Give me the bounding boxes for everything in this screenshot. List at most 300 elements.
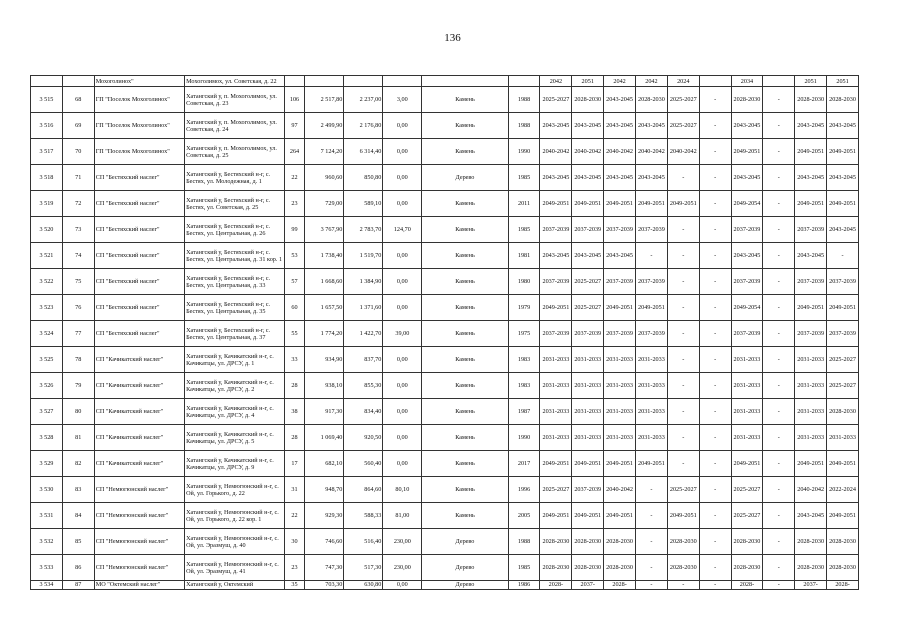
cell-y5: - [667, 321, 699, 347]
cell-y5: - [667, 347, 699, 373]
cell-org: СП "Бестяхский наслег" [94, 295, 184, 321]
cell-y9: 2037-2039 [795, 269, 827, 295]
cell-y5: - [667, 243, 699, 269]
cell-addr: Хатангский у, Немюгюнский н-г, с. Ой, ул. Эразмуш, д. 40 [185, 529, 285, 555]
cell-nonlive: 0,00 [383, 581, 422, 590]
cell-y4: - [636, 581, 668, 590]
cell-y4: - [636, 243, 668, 269]
cell-y4: 2028-2030 [636, 87, 668, 113]
cell-live: 516,40 [344, 529, 383, 555]
cell-y10: 2043-2045 [827, 113, 859, 139]
cell-y10: 2049-2051 [827, 503, 859, 529]
cell-y8: - [763, 139, 795, 165]
cell-y2: 2037- [572, 581, 604, 590]
cell-area: 35 [284, 581, 305, 590]
cell-year: 1988 [508, 529, 540, 555]
cell-n: 3 526 [31, 373, 63, 399]
cell-total: 703,30 [305, 581, 344, 590]
cell-y2: 2028-2030 [572, 555, 604, 581]
cell-nonlive: 0,00 [383, 113, 422, 139]
cell-y3: 2037-2039 [604, 217, 636, 243]
cell-total: 729,00 [305, 191, 344, 217]
cell-live: 2 237,00 [344, 87, 383, 113]
cell-total: 1 668,60 [305, 269, 344, 295]
cell-y1: 2031-2033 [540, 425, 572, 451]
cell-y5: - [667, 425, 699, 451]
cell-live: 630,80 [344, 581, 383, 590]
cell-y4: 2031-2033 [636, 347, 668, 373]
cell-idx: 71 [62, 165, 94, 191]
cell-addr: Хатангский у, п. Мохоголимох, ул. Советская, д. 25 [185, 139, 285, 165]
cell-y9: 2051 [795, 76, 827, 87]
cell-y1: 2037-2039 [540, 321, 572, 347]
cell-y6: - [699, 347, 731, 373]
cell-y9: 2028-2030 [795, 555, 827, 581]
cell-year: 1987 [508, 399, 540, 425]
cell-mat: Камень [422, 269, 508, 295]
cell-y7: 2025-2027 [731, 503, 763, 529]
cell-n: 3 515 [31, 87, 63, 113]
cell-addr: Хатангский у, Качикатский н-г, с. Качикатцы, ул. ДРСУ, д. 2 [185, 373, 285, 399]
cell-year: 1988 [508, 87, 540, 113]
cell-y1: 2043-2045 [540, 243, 572, 269]
cell-y6: - [699, 191, 731, 217]
cell-idx: 69 [62, 113, 94, 139]
cell-area: 97 [284, 113, 305, 139]
cell-addr: Хатангский у, Качикатский н-г, с. Качикатцы, ул. ДРСУ, д. 9 [185, 451, 285, 477]
cell-y1: 2037-2039 [540, 217, 572, 243]
cell-live: 850,80 [344, 165, 383, 191]
cell-live: 588,33 [344, 503, 383, 529]
cell-org: СП "Бестяхский наслег" [94, 165, 184, 191]
cell-y1: 2049-2051 [540, 451, 572, 477]
cell-nonlive: 80,10 [383, 477, 422, 503]
cell-y2: 2037-2039 [572, 477, 604, 503]
cell-y6: - [699, 243, 731, 269]
table-row [31, 425, 859, 451]
cell-mat: Камень [422, 321, 508, 347]
cell-idx: 81 [62, 425, 94, 451]
cell-y3: 2049-2051 [604, 451, 636, 477]
cell-y10: 2049-2051 [827, 191, 859, 217]
cell-addr: Хатангский у, Немюгюнский н-г, с. Ой, ул. Горького, д. 22 [185, 477, 285, 503]
cell-area: 28 [284, 373, 305, 399]
cell-mat: Камень [422, 113, 508, 139]
cell-org: СП "Качикатский наслег" [94, 347, 184, 373]
cell-y1: 2028- [540, 581, 572, 590]
cell-org: ГП "Поселок Мохоголинох" [94, 113, 184, 139]
cell-addr: Хатангский у, Бестяхский н-г, с. Бестях, ул. Центральная, д. 37 [185, 321, 285, 347]
cell-y10: 2025-2027 [827, 373, 859, 399]
cell-n: 3 529 [31, 451, 63, 477]
table-row [31, 347, 859, 373]
cell-y9: 2043-2045 [795, 243, 827, 269]
cell-y8: - [763, 373, 795, 399]
cell-area: 17 [284, 451, 305, 477]
cell-y10: 2028-2030 [827, 555, 859, 581]
cell-y2: 2031-2033 [572, 347, 604, 373]
cell-y5: - [667, 269, 699, 295]
cell-y6: - [699, 425, 731, 451]
cell-y1: 2025-2027 [540, 477, 572, 503]
cell-y2: 2025-2027 [572, 269, 604, 295]
cell-y3: 2042 [604, 76, 636, 87]
cell-y9: 2049-2051 [795, 451, 827, 477]
cell-y3: 2040-2042 [604, 139, 636, 165]
cell-mat: Дерево [422, 529, 508, 555]
cell-y6 [699, 76, 731, 87]
cell-y4: - [636, 477, 668, 503]
cell-y8: - [763, 191, 795, 217]
cell-total: 1 774,20 [305, 321, 344, 347]
cell-y4: 2031-2033 [636, 399, 668, 425]
cell-n: 3 519 [31, 191, 63, 217]
cell-y2: 2028-2030 [572, 529, 604, 555]
cell-y9: 2037-2039 [795, 217, 827, 243]
cell-y3: 2028- [604, 581, 636, 590]
cell-live: 834,40 [344, 399, 383, 425]
cell-y9: 2028-2030 [795, 529, 827, 555]
cell-y8: - [763, 529, 795, 555]
cell-y5: 2049-2051 [667, 503, 699, 529]
cell-nonlive [383, 76, 422, 87]
cell-y7: 2028- [731, 581, 763, 590]
table-row [31, 529, 859, 555]
cell-y3: 2049-2051 [604, 295, 636, 321]
cell-y9: 2028-2030 [795, 87, 827, 113]
cell-year: 1996 [508, 477, 540, 503]
cell-y1: 2031-2033 [540, 373, 572, 399]
cell-year: 1988 [508, 113, 540, 139]
cell-total: 746,60 [305, 529, 344, 555]
cell-addr: Хатангский у, Качикатский н-г, с. Качикатцы, ул. ДРСУ, д. 1 [185, 347, 285, 373]
table-row [31, 581, 859, 590]
cell-nonlive: 3,00 [383, 87, 422, 113]
cell-y3: 2049-2051 [604, 503, 636, 529]
cell-y7: 2043-2045 [731, 243, 763, 269]
table-row [31, 555, 859, 581]
cell-y4: 2042 [636, 76, 668, 87]
cell-y7: 2037-2039 [731, 217, 763, 243]
cell-y9: 2049-2051 [795, 295, 827, 321]
cell-y3: 2031-2033 [604, 373, 636, 399]
cell-live: 1 371,60 [344, 295, 383, 321]
cell-mat: Камень [422, 451, 508, 477]
table-row [31, 87, 859, 113]
cell-idx: 77 [62, 321, 94, 347]
cell-org: СП "Качикатский наслег" [94, 399, 184, 425]
cell-y6: - [699, 581, 731, 590]
cell-idx: 72 [62, 191, 94, 217]
cell-y2: 2051 [572, 76, 604, 87]
cell-year: 1983 [508, 347, 540, 373]
cell-y10: 2051 [827, 76, 859, 87]
cell-area: 23 [284, 191, 305, 217]
cell-org: ГП "Поселок Мохоголинох" [94, 87, 184, 113]
cell-y8: - [763, 399, 795, 425]
cell-y3: 2031-2033 [604, 347, 636, 373]
cell-idx: 68 [62, 87, 94, 113]
cell-y1: 2031-2033 [540, 347, 572, 373]
cell-total: 948,70 [305, 477, 344, 503]
cell-y8: - [763, 269, 795, 295]
cell-org: СП "Качикатский наслег" [94, 425, 184, 451]
cell-y4: 2037-2039 [636, 321, 668, 347]
cell-y6: - [699, 217, 731, 243]
table-row [31, 477, 859, 503]
cell-y4: - [636, 529, 668, 555]
cell-y3: 2028-2030 [604, 555, 636, 581]
cell-org: СП "Немюгюнский наслег" [94, 503, 184, 529]
cell-mat: Камень [422, 139, 508, 165]
table-row [31, 399, 859, 425]
cell-y10: 2043-2045 [827, 165, 859, 191]
cell-n: 3 527 [31, 399, 63, 425]
cell-y3: 2049-2051 [604, 191, 636, 217]
cell-live: 837,70 [344, 347, 383, 373]
cell-y9: 2037-2039 [795, 321, 827, 347]
cell-area: 22 [284, 503, 305, 529]
cell-y2: 2031-2033 [572, 399, 604, 425]
cell-y10: 2022-2024 [827, 477, 859, 503]
cell-y5: - [667, 165, 699, 191]
cell-org: Мохоголинох" [94, 76, 184, 87]
cell-y1: 2043-2045 [540, 113, 572, 139]
cell-mat: Камень [422, 295, 508, 321]
cell-n: 3 524 [31, 321, 63, 347]
cell-year: 2011 [508, 191, 540, 217]
cell-y7: 2031-2033 [731, 373, 763, 399]
cell-year: 2017 [508, 451, 540, 477]
cell-idx: 86 [62, 555, 94, 581]
cell-addr: Хатангский у, п. Мохоголимох, ул. Советская, д. 24 [185, 113, 285, 139]
cell-y2: 2043-2045 [572, 243, 604, 269]
cell-y8 [763, 76, 795, 87]
cell-y10: 2049-2051 [827, 139, 859, 165]
cell-y2: 2049-2051 [572, 191, 604, 217]
cell-mat: Дерево [422, 555, 508, 581]
cell-live: 1 422,70 [344, 321, 383, 347]
cell-addr: Хатангский у, Бестяхский н-г, с. Бестях, ул. Молодежная, д. 1 [185, 165, 285, 191]
cell-year: 1990 [508, 425, 540, 451]
cell-y7: 2034 [731, 76, 763, 87]
cell-y5: 2025-2027 [667, 87, 699, 113]
cell-y4: 2031-2033 [636, 425, 668, 451]
cell-y3: 2028-2030 [604, 529, 636, 555]
cell-total: 917,30 [305, 399, 344, 425]
cell-total: 682,10 [305, 451, 344, 477]
cell-nonlive: 124,70 [383, 217, 422, 243]
cell-y10: 2049-2051 [827, 451, 859, 477]
cell-n: 3 521 [31, 243, 63, 269]
cell-y9: 2031-2033 [795, 373, 827, 399]
cell-y7: 2049-2051 [731, 139, 763, 165]
cell-y4: 2049-2051 [636, 191, 668, 217]
cell-nonlive: 81,00 [383, 503, 422, 529]
cell-y8: - [763, 451, 795, 477]
cell-y8: - [763, 347, 795, 373]
cell-y3: 2043-2045 [604, 87, 636, 113]
cell-y3: 2031-2033 [604, 399, 636, 425]
cell-n: 3 530 [31, 477, 63, 503]
cell-nonlive: 0,00 [383, 139, 422, 165]
cell-area: 28 [284, 425, 305, 451]
cell-addr: Хатангский у, Октемский [185, 581, 285, 590]
cell-year: 2005 [508, 503, 540, 529]
cell-nonlive: 0,00 [383, 373, 422, 399]
cell-n: 3 533 [31, 555, 63, 581]
cell-y8: - [763, 87, 795, 113]
cell-nonlive: 0,00 [383, 269, 422, 295]
cell-area: 22 [284, 165, 305, 191]
cell-y10: 2049-2051 [827, 295, 859, 321]
cell-y9: 2049-2051 [795, 139, 827, 165]
cell-idx: 79 [62, 373, 94, 399]
cell-area: 33 [284, 347, 305, 373]
cell-y2: 2049-2051 [572, 451, 604, 477]
cell-y8: - [763, 477, 795, 503]
cell-y8: - [763, 217, 795, 243]
cell-y7: 2037-2039 [731, 321, 763, 347]
cell-nonlive: 0,00 [383, 243, 422, 269]
cell-y7: 2037-2039 [731, 269, 763, 295]
cell-idx [62, 76, 94, 87]
cell-y2: 2025-2027 [572, 295, 604, 321]
cell-y10: 2028-2030 [827, 87, 859, 113]
cell-y4: 2043-2045 [636, 113, 668, 139]
cell-nonlive: 0,00 [383, 295, 422, 321]
cell-n: 3 528 [31, 425, 63, 451]
cell-total: 934,90 [305, 347, 344, 373]
cell-y6: - [699, 503, 731, 529]
cell-y7: 2028-2030 [731, 87, 763, 113]
cell-total: 3 767,90 [305, 217, 344, 243]
cell-y1: 2042 [540, 76, 572, 87]
table-row [31, 269, 859, 295]
table-row [31, 373, 859, 399]
cell-y1: 2043-2045 [540, 165, 572, 191]
cell-total [305, 76, 344, 87]
cell-y8: - [763, 503, 795, 529]
cell-y9: 2043-2045 [795, 113, 827, 139]
cell-y2: 2031-2033 [572, 425, 604, 451]
cell-y3: 2043-2045 [604, 113, 636, 139]
cell-n: 3 516 [31, 113, 63, 139]
cell-org: СП "Немюгюнский наслег" [94, 529, 184, 555]
cell-total: 1 069,40 [305, 425, 344, 451]
cell-addr: Хатангский у, Немюгюнский н-г, с. Ой, ул. Эразмуш, д. 41 [185, 555, 285, 581]
cell-addr: Хатангский у, Качикатский н-г, с. Качикатцы, ул. ДРСУ, д. 5 [185, 425, 285, 451]
cell-y6: - [699, 139, 731, 165]
cell-addr: Хатангский у, Бестяхский н-г, с. Бестях, ул. Центральная, д. 31 кор. 1 [185, 243, 285, 269]
cell-y8: - [763, 425, 795, 451]
cell-y7: 2025-2027 [731, 477, 763, 503]
cell-mat: Камень [422, 425, 508, 451]
cell-nonlive: 230,00 [383, 529, 422, 555]
cell-y1: 2049-2051 [540, 191, 572, 217]
cell-y10: 2037-2039 [827, 321, 859, 347]
cell-live: 589,10 [344, 191, 383, 217]
cell-y9: 2031-2033 [795, 347, 827, 373]
cell-area: 106 [284, 87, 305, 113]
cell-org: СП "Бестяхский наслег" [94, 191, 184, 217]
cell-year: 1985 [508, 217, 540, 243]
cell-y9: 2031-2033 [795, 425, 827, 451]
cell-live: 864,60 [344, 477, 383, 503]
cell-nonlive: 0,00 [383, 425, 422, 451]
cell-y7: 2028-2030 [731, 529, 763, 555]
table-row [31, 321, 859, 347]
cell-addr: Хатангский у, Немюгюнский н-г, с. Ой, ул. Горького, д. 22 кор. 1 [185, 503, 285, 529]
cell-y4: 2049-2051 [636, 295, 668, 321]
cell-y4: 2043-2045 [636, 165, 668, 191]
cell-y4: 2031-2033 [636, 373, 668, 399]
cell-idx: 70 [62, 139, 94, 165]
cell-total: 960,60 [305, 165, 344, 191]
page-number: 136 [444, 32, 461, 44]
cell-y3: 2043-2045 [604, 165, 636, 191]
cell-year: 1986 [508, 581, 540, 590]
cell-y10: 2025-2027 [827, 347, 859, 373]
cell-area: 264 [284, 139, 305, 165]
cell-y8: - [763, 581, 795, 590]
cell-org: СП "Немюгюнский наслег" [94, 477, 184, 503]
cell-y3: 2031-2033 [604, 425, 636, 451]
cell-total: 2 517,80 [305, 87, 344, 113]
cell-nonlive: 0,00 [383, 399, 422, 425]
cell-y1: 2049-2051 [540, 503, 572, 529]
cell-total: 747,30 [305, 555, 344, 581]
cell-y10: 2028-2030 [827, 529, 859, 555]
cell-addr: Хатангский у, Качикатский н-г, с. Качикатцы, ул. ДРСУ, д. 4 [185, 399, 285, 425]
cell-y10: 2028- [827, 581, 859, 590]
cell-y6: - [699, 269, 731, 295]
cell-total: 7 124,20 [305, 139, 344, 165]
cell-y7: 2043-2045 [731, 113, 763, 139]
cell-y4: - [636, 503, 668, 529]
cell-idx: 75 [62, 269, 94, 295]
cell-y3: 2037-2039 [604, 269, 636, 295]
cell-live [344, 76, 383, 87]
cell-y4: 2049-2051 [636, 451, 668, 477]
cell-y10: 2043-2045 [827, 217, 859, 243]
cell-y2: 2040-2042 [572, 139, 604, 165]
cell-y5: - [667, 295, 699, 321]
cell-y2: 2043-2045 [572, 165, 604, 191]
cell-addr: Мохоголимох, ул. Советская, д. 22 [185, 76, 285, 87]
cell-y5: - [667, 399, 699, 425]
cell-mat [422, 76, 508, 87]
cell-addr: Хатангский у, Бестяхский н-г, с. Бестях, ул. Центральная, д. 33 [185, 269, 285, 295]
cell-y9: 2040-2042 [795, 477, 827, 503]
cell-mat: Камень [422, 217, 508, 243]
cell-y8: - [763, 113, 795, 139]
cell-y5: 2028-2030 [667, 529, 699, 555]
cell-y6: - [699, 477, 731, 503]
cell-nonlive: 0,00 [383, 451, 422, 477]
cell-mat: Камень [422, 243, 508, 269]
cell-y1: 2040-2042 [540, 139, 572, 165]
cell-mat: Камень [422, 477, 508, 503]
cell-y10: 2037-2039 [827, 269, 859, 295]
cell-idx: 80 [62, 399, 94, 425]
cell-org: СП "Бестяхский наслег" [94, 321, 184, 347]
cell-live: 560,40 [344, 451, 383, 477]
cell-mat: Камень [422, 503, 508, 529]
cell-y8: - [763, 165, 795, 191]
cell-y6: - [699, 295, 731, 321]
cell-area: 60 [284, 295, 305, 321]
